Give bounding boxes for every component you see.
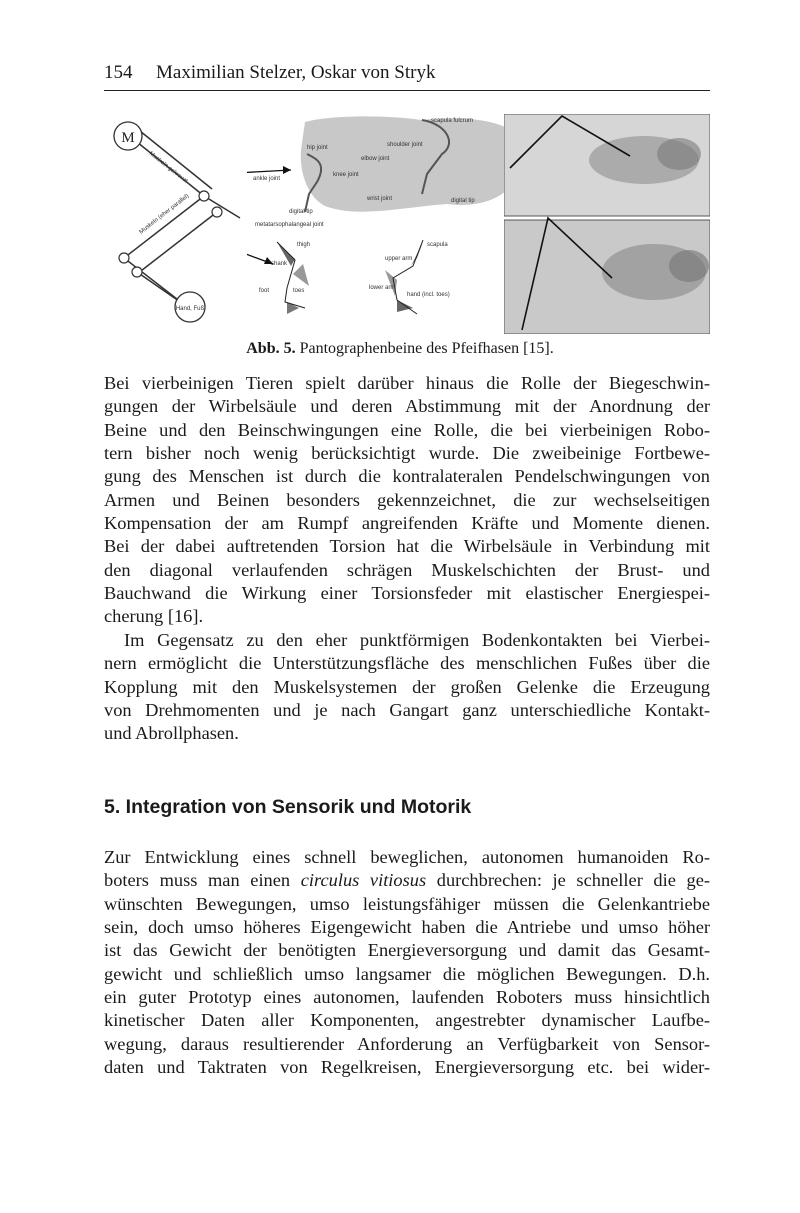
body-paragraph-2: Im Gegensatz zu den eher punktförmigen Bodenkontakten bei Vierbei- nern ermöglicht die Unterstützungsfläche des menschlichen Fußes über die Kopplung mit den Muskelsystemen der großen Gelenke die Erzeugung von Drehmomenten und je nach Gangart ganz unterschiedliche Kontakt- und Abrollphasen. bbox=[104, 630, 710, 744]
caption-label: Abb. 5. bbox=[246, 340, 296, 357]
svg-text:knee joint: knee joint bbox=[333, 172, 359, 178]
svg-text:shoulder joint: shoulder joint bbox=[387, 142, 423, 148]
bar-label-lower: Muskeln (eher parallel) bbox=[138, 193, 191, 236]
svg-text:ankle joint: ankle joint bbox=[253, 176, 281, 182]
svg-text:wrist joint: wrist joint bbox=[367, 196, 393, 202]
figure-pantograph-legs bbox=[104, 114, 710, 334]
figure-caption bbox=[0, 340, 800, 358]
line-with-italic: boters muss man einen circulus vitiosus durchbrechen: je schneller die ge- bbox=[104, 870, 711, 891]
body-paragraph-1: Bei vierbeinigen Tieren spielt darüber hinaus die Rolle der Biegeschwin- gungen der Wirbelsäule und deren Abstimmung mit der Anordnung der Beine und den Beinschwingungen eine Rolle, die bei vierbeinigen Robo- tern bisher noch wenig berücksichtigt wurde. Die zweibeinige Fortbewe- gung des Menschen ist durch die kontralateralen Pendelschwingungen von Armen und Beinen besonders gekennzeichnet, die zur wechselseitigen Kompensation der am Rumpf angreifenden Kräfte und Momente dienen. Bei der dabei auftretenden Torsion hat die Wirbelsäule in Verbindung mit den diagonal verlaufenden schrägen Muskelschichten der Brust- und Bauchwand die Wirkung einer Torsionsfeder mit elastischer Energiespei- cherung [16]. bbox=[104, 373, 710, 627]
caption-text: Pantographenbeine des Pfeifhasen [15]. bbox=[295, 340, 554, 357]
svg-text:hip joint: hip joint bbox=[307, 145, 328, 151]
svg-text:foot: foot bbox=[259, 288, 270, 294]
page-number: 154 bbox=[104, 62, 133, 83]
running-header-authors: Maximilian Stelzer, Oskar von Stryk bbox=[156, 62, 436, 83]
svg-text:digital tip: digital tip bbox=[289, 209, 313, 215]
pantograph-schematic bbox=[104, 114, 244, 334]
running-header bbox=[104, 60, 710, 91]
svg-text:scapula fulcrum: scapula fulcrum bbox=[431, 118, 474, 124]
svg-text:metatarsophalangeal joint: metatarsophalangeal joint bbox=[255, 222, 324, 228]
svg-text:hand (incl. toes): hand (incl. toes) bbox=[407, 292, 450, 298]
svg-text:digital tip: digital tip bbox=[451, 198, 475, 204]
italic-term: circulus vitiosus bbox=[300, 870, 427, 891]
pika-x-ray-photos bbox=[504, 114, 710, 334]
motor-node-label: M bbox=[121, 130, 135, 146]
bar-label-upper: Muskeln gekreuzt bbox=[147, 150, 189, 185]
svg-text:scapula: scapula bbox=[427, 242, 448, 248]
svg-text:upper arm: upper arm bbox=[385, 256, 413, 262]
svg-text:thigh: thigh bbox=[297, 242, 311, 248]
svg-text:elbow joint: elbow joint bbox=[361, 156, 390, 162]
section-heading: 5. Integration von Sensorik und Motorik bbox=[104, 796, 472, 818]
body-paragraph-3: Zur Entwicklung eines schnell beweglichen, autonomen humanoiden Ro- boters muss man einen circulus vitiosus durchbrechen: je schneller die ge- wünschten Bewegungen, umso leistungsfähiger müssen die Gelenkantriebe sein, doch umso höheres Eigengewicht haben die Antriebe und umso höher ist das Gewicht der benötigten Energieversorgung und damit das Gesamt- gewicht und schließlich umso langsamer die möglichen Bewegungen. D.h. ein guter Prototyp eines autonomen, laufenden Roboters muss hinsichtlich kinetischer Daten aller Komponenten, angestrebter dynamischer Laufbe- wegung, daraus resultierender Anforderung an Verfügbarkeit von Sensor- daten und Taktraten von Regelkreisen, Energieversorgung etc. bei wider- bbox=[104, 847, 711, 1078]
hand-foot-label: Hand, Fuß bbox=[175, 306, 205, 312]
svg-text:toes: toes bbox=[293, 288, 305, 294]
svg-text:lower arm: lower arm bbox=[369, 285, 396, 291]
svg-text:shank: shank bbox=[271, 261, 288, 267]
